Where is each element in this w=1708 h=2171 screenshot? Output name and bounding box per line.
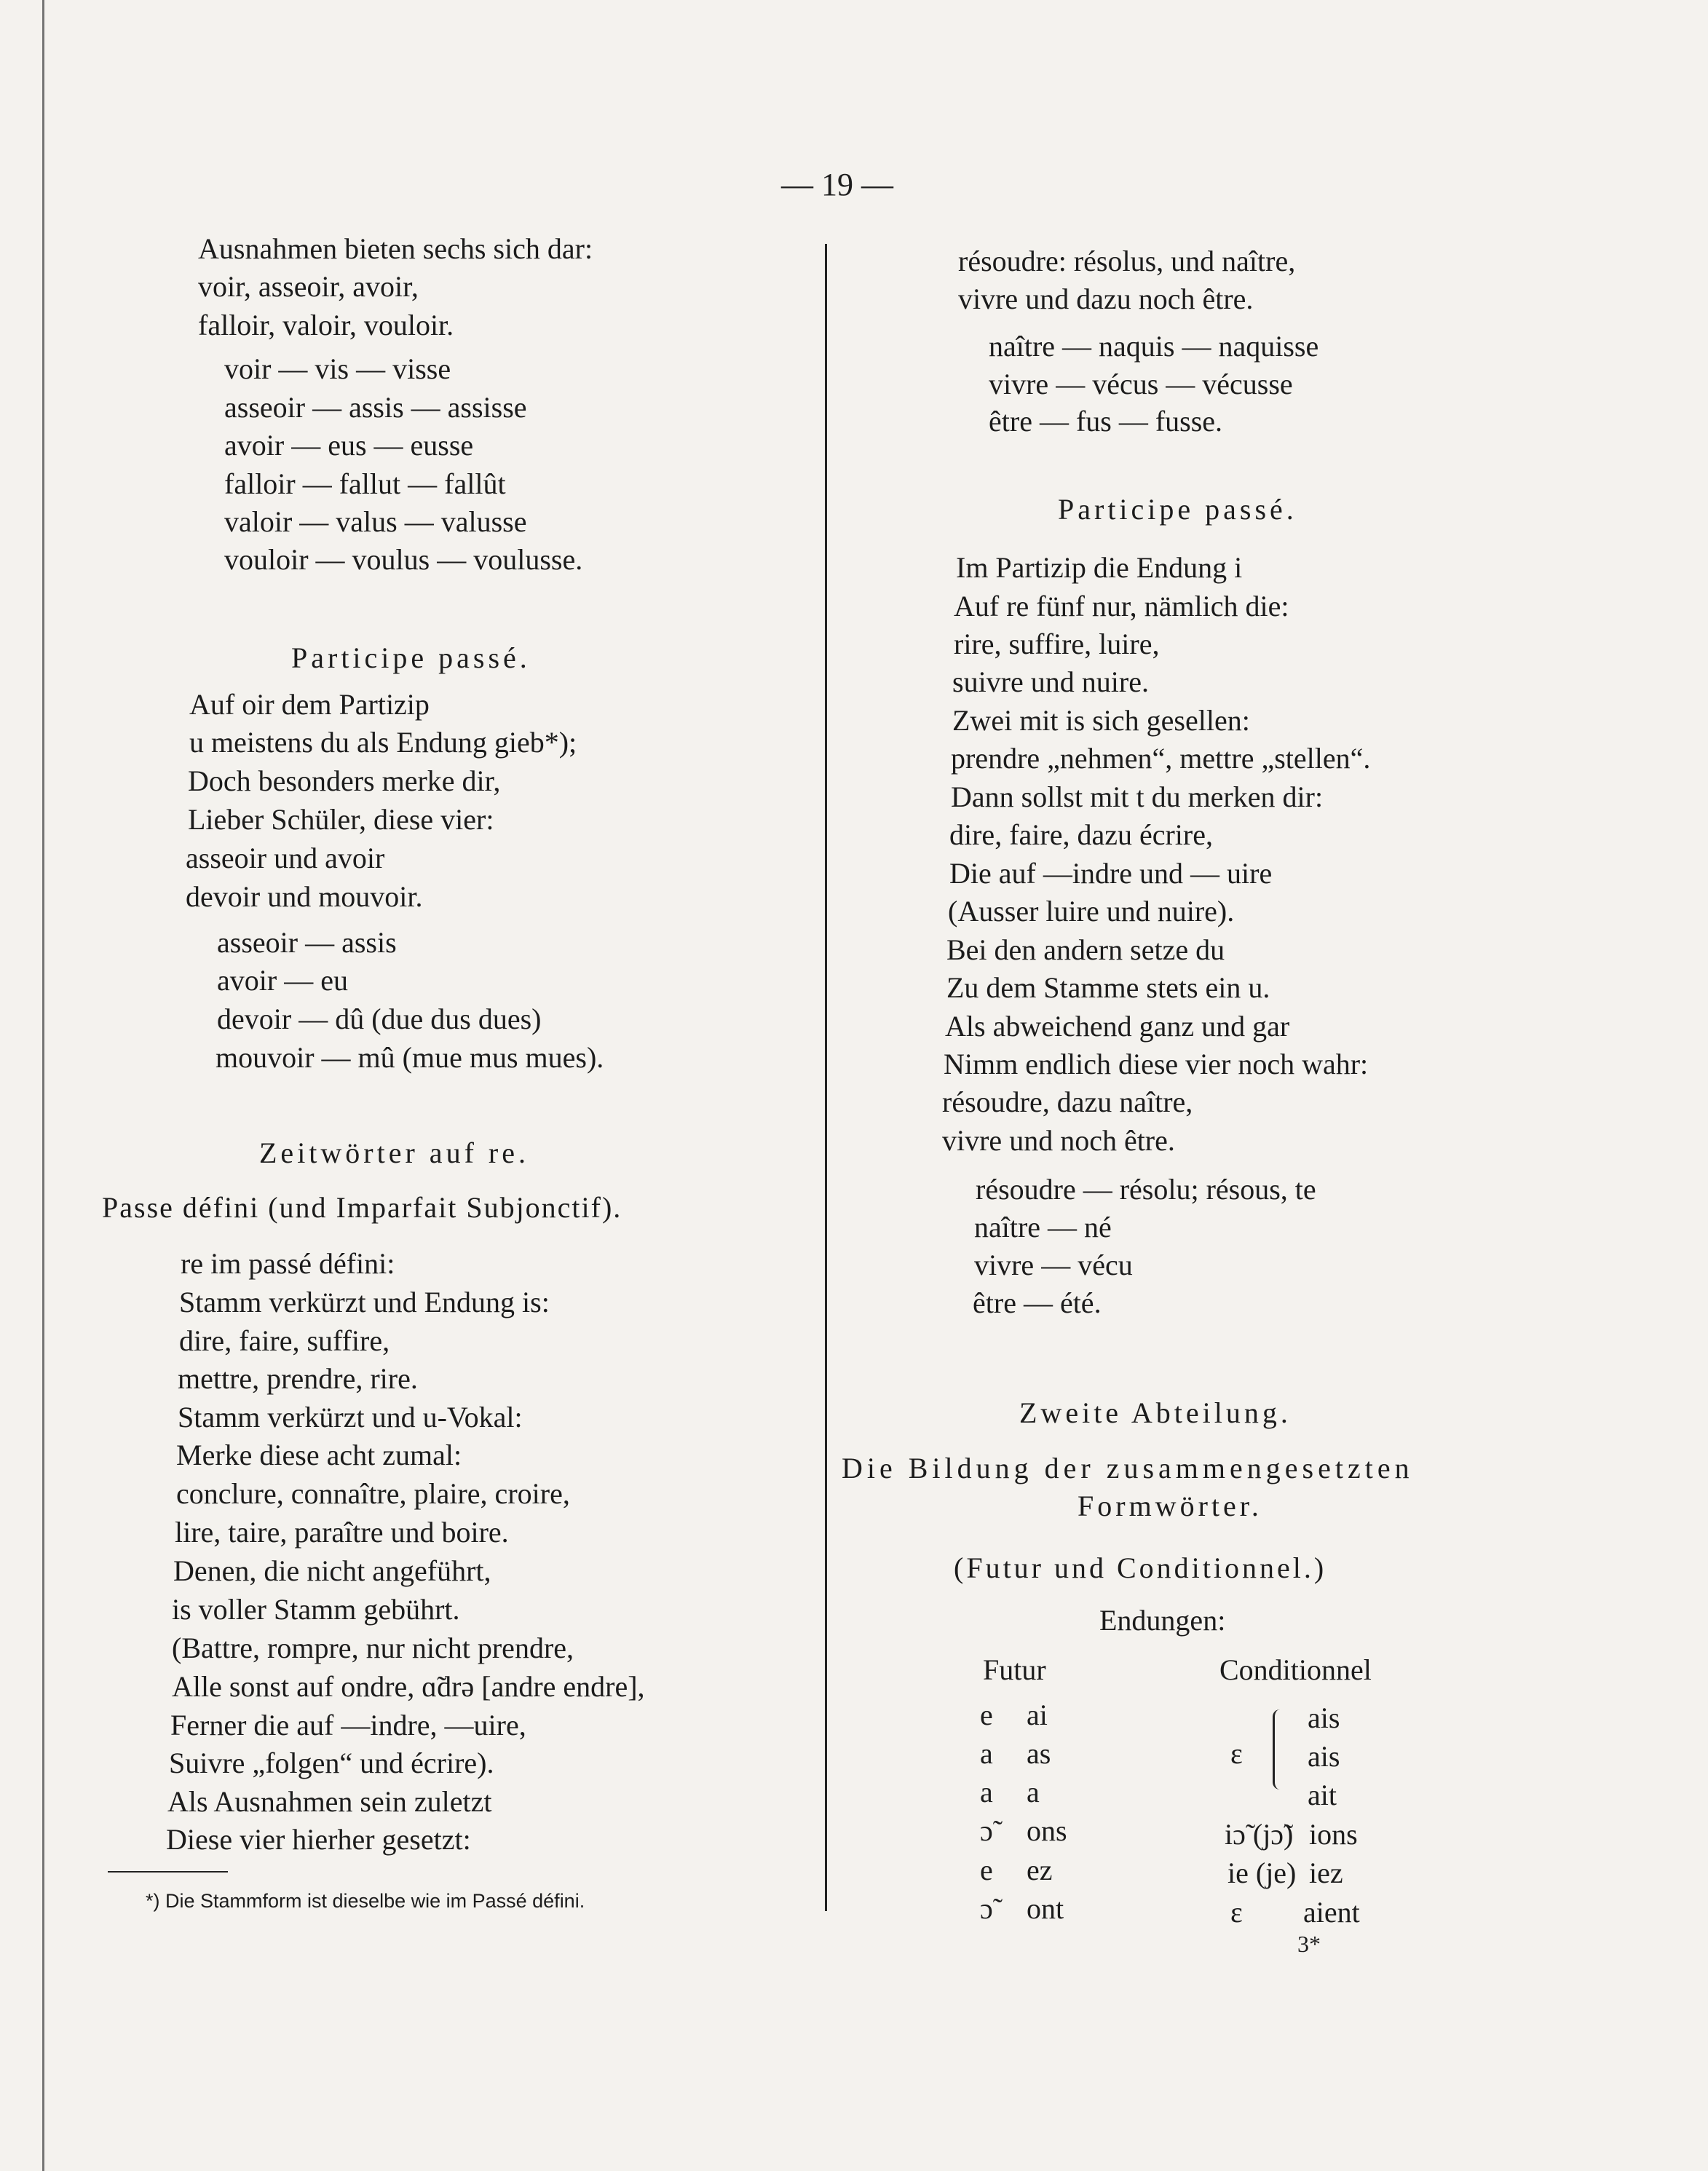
left-verse-line: devoir und mouvoir.: [186, 880, 423, 913]
conditionnel-stem: iɔ̃ (jɔ̃): [1225, 1818, 1294, 1851]
left-verse-line: asseoir und avoir: [186, 842, 385, 874]
right-verse-line: Bei den andern setze du: [946, 933, 1225, 966]
futur-header: Futur: [983, 1653, 1046, 1686]
signature-mark: 3*: [1297, 1931, 1321, 1957]
left-verse-line: Auf oir dem Partizip: [189, 688, 430, 721]
right-verse-line: Im Partizip die Endung i: [956, 551, 1243, 584]
right-verse-line: Auf re fünf nur, nämlich die:: [954, 590, 1289, 622]
left-verse-line: u meistens du als Endung gieb*);: [189, 726, 577, 759]
right-verse-line: Die auf —indre und — uire: [949, 857, 1273, 890]
conditionnel-ending: ais: [1308, 1740, 1340, 1773]
section-heading: Die Bildung der zusammengesetzten: [842, 1452, 1414, 1484]
conditionnel-header: Conditionnel: [1219, 1653, 1372, 1686]
conditionnel-ending: ions: [1309, 1818, 1358, 1851]
futur-ending: ont: [1027, 1892, 1064, 1925]
section-heading: (Futur und Conditionnel.): [954, 1551, 1327, 1584]
right-verse-line: Dann sollst mit t du merken dir:: [951, 780, 1324, 813]
left-verse-line: re im passé défini:: [181, 1247, 395, 1280]
section-subheading: Passe défini (und Imparfait Subjonctif).: [102, 1191, 622, 1224]
right-form-line: être — fus — fusse.: [989, 405, 1223, 438]
page-edge-line: [42, 0, 44, 2171]
section-heading: Formwörter.: [1078, 1490, 1262, 1522]
section-heading: Zeitwörter auf re.: [259, 1136, 529, 1169]
right-form-line: vivre — vécu: [974, 1249, 1133, 1281]
left-form-line: falloir — fallut — fallût: [224, 467, 506, 500]
left-verse-line: Suivre „folgen“ und écrire).: [169, 1747, 494, 1779]
right-form-line: naître — naquis — naquisse: [989, 330, 1319, 363]
right-form-line: vivre — vécus — vécusse: [989, 368, 1293, 400]
futur-stem: ɔ̃: [980, 1892, 993, 1925]
right-form-line: naître — né: [974, 1211, 1112, 1243]
left-verse-line: Denen, die nicht angeführt,: [173, 1554, 491, 1587]
left-intro-line: falloir, valoir, vouloir.: [198, 309, 454, 341]
futur-stem: a: [980, 1737, 993, 1770]
left-form-line: mouvoir — mû (mue mus mues).: [216, 1041, 604, 1074]
futur-stem: ɔ̃: [980, 1814, 993, 1847]
left-verse-line: Als Ausnahmen sein zuletzt: [167, 1785, 492, 1818]
conditionnel-stem: ie (je): [1227, 1856, 1297, 1889]
left-verse-line: is voller Stamm gebührt.: [172, 1593, 460, 1626]
left-verse-line: Merke diese acht zumal:: [176, 1439, 462, 1471]
right-verse-line: résoudre: résolus, und naître,: [958, 245, 1296, 277]
conditionnel-stem: ɛ: [1230, 1737, 1243, 1770]
futur-ending: a: [1027, 1776, 1040, 1808]
left-verse-line: mettre, prendre, rire.: [178, 1362, 418, 1395]
conditionnel-ending: ais: [1308, 1701, 1340, 1734]
page-number: — 19 —: [781, 167, 893, 202]
conditionnel-ending: iez: [1309, 1856, 1343, 1889]
left-verse-line: Diese vier hierher gesetzt:: [166, 1823, 471, 1856]
section-heading: Zweite Abteilung.: [1019, 1396, 1292, 1429]
section-heading: Participe passé.: [1058, 493, 1297, 526]
right-verse-line: (Ausser luire und nuire).: [948, 895, 1235, 928]
futur-stem: e: [980, 1854, 993, 1886]
brace-icon: [1273, 1709, 1286, 1790]
right-verse-line: vivre und dazu noch être.: [958, 282, 1254, 315]
left-form-line: avoir — eus — eusse: [224, 429, 474, 462]
right-verse-line: Zwei mit is sich gesellen:: [952, 704, 1250, 737]
futur-ending: ez: [1027, 1854, 1053, 1886]
left-form-line: asseoir — assis: [217, 926, 397, 959]
left-form-line: asseoir — assis — assisse: [224, 391, 527, 424]
left-form-line: valoir — valus — valusse: [224, 505, 527, 538]
futur-ending: ons: [1027, 1814, 1067, 1847]
endings-label: Endungen:: [1099, 1604, 1226, 1637]
right-form-line: résoudre — résolu; résous, te: [976, 1173, 1316, 1206]
right-verse-line: rire, suffire, luire,: [954, 628, 1160, 660]
left-verse-line: Ferner die auf —indre, —uire,: [170, 1709, 526, 1741]
left-form-line: devoir — dû (due dus dues): [217, 1003, 542, 1035]
right-verse-line: Als abweichend ganz und gar: [945, 1010, 1290, 1043]
section-heading: Participe passé.: [291, 641, 531, 674]
right-verse-line: prendre „nehmen“, mettre „stellen“.: [951, 742, 1371, 775]
right-verse-line: vivre und noch être.: [942, 1124, 1175, 1157]
right-verse-line: suivre und nuire.: [952, 665, 1149, 698]
left-verse-line: Stamm verkürzt und u-Vokal:: [178, 1401, 523, 1434]
left-intro-line: Ausnahmen bieten sechs sich dar:: [198, 232, 593, 265]
left-verse-line: Lieber Schüler, diese vier:: [188, 803, 494, 836]
left-verse-line: (Battre, rompre, nur nicht prendre,: [172, 1632, 574, 1664]
conditionnel-ending: aient: [1303, 1896, 1360, 1929]
footnote: *) Die Stammform ist dieselbe wie im Passé défini.: [146, 1890, 585, 1912]
left-verse-line: conclure, connaître, plaire, croire,: [176, 1477, 570, 1510]
left-intro-line: voir, asseoir, avoir,: [198, 270, 419, 303]
conditionnel-stem: ɛ: [1230, 1896, 1243, 1929]
left-form-line: vouloir — voulus — voulusse.: [224, 543, 583, 576]
left-form-line: avoir — eu: [217, 964, 348, 997]
futur-ending: as: [1027, 1737, 1051, 1770]
right-verse-line: Zu dem Stamme stets ein u.: [946, 971, 1270, 1004]
right-form-line: être — été.: [973, 1286, 1102, 1319]
column-divider: [825, 244, 827, 1911]
left-verse-line: Stamm verkürzt und Endung is:: [179, 1286, 550, 1318]
conditionnel-ending: ait: [1308, 1779, 1337, 1811]
right-verse-line: Nimm endlich diese vier noch wahr:: [944, 1048, 1369, 1080]
right-verse-line: résoudre, dazu naître,: [942, 1086, 1193, 1118]
left-form-line: voir — vis — visse: [224, 352, 451, 385]
left-verse-line: lire, taire, paraître und boire.: [175, 1516, 509, 1549]
footnote-rule: [108, 1871, 228, 1873]
futur-stem: a: [980, 1776, 993, 1808]
right-verse-line: dire, faire, dazu écrire,: [949, 818, 1213, 851]
left-verse-line: Doch besonders merke dir,: [188, 764, 501, 797]
left-verse-line: Alle sonst auf ondre, ɑ̃drə [andre endre],: [172, 1670, 645, 1703]
left-verse-line: dire, faire, suffire,: [179, 1324, 390, 1357]
futur-stem: e: [980, 1699, 993, 1731]
futur-ending: ai: [1027, 1699, 1048, 1731]
